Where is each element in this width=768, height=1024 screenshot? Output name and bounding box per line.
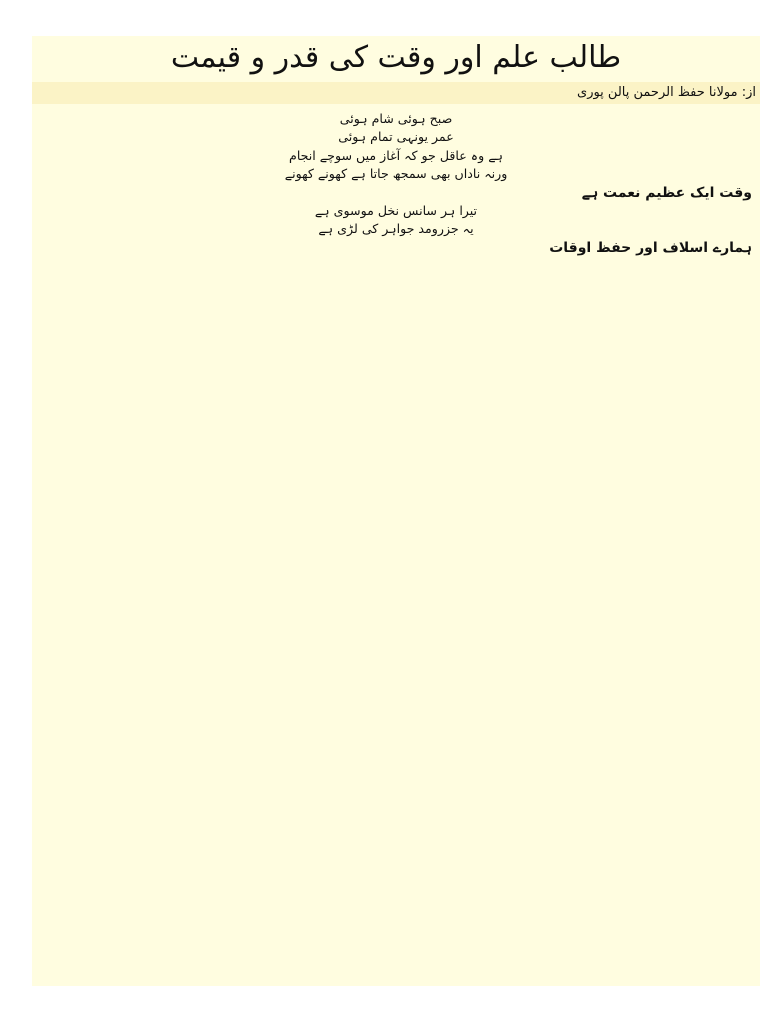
verse-line: ہے وہ عاقل جو کہ آغاز میں سوچے انجام [289,147,503,163]
section-heading: وقت ایک عظیم نعمت ہے [581,184,752,201]
verse-line: ورنہ ناداں بھی سمجھ جاتا ہے کھونے کھونے [284,166,508,182]
verse-line: یہ جزرومد جواہر کی لڑی ہے [318,221,474,237]
verse-line: صبح ہوئی شام ہوئی [339,111,453,126]
document-title: طالب علم اور وقت کی قدر و قیمت [170,40,622,75]
verse-line: عمر یونہی تمام ہوئی [338,129,454,145]
section-heading: ہمارے اسلاف اور حفظ اوقات [549,239,752,256]
verse-line: تیرا ہر سانس نخل موسوی ہے [314,203,478,219]
document-body [40,110,752,986]
document-page [32,36,760,986]
author-line: از: مولانا حفظ الرحمن پالن پوری [32,82,760,104]
